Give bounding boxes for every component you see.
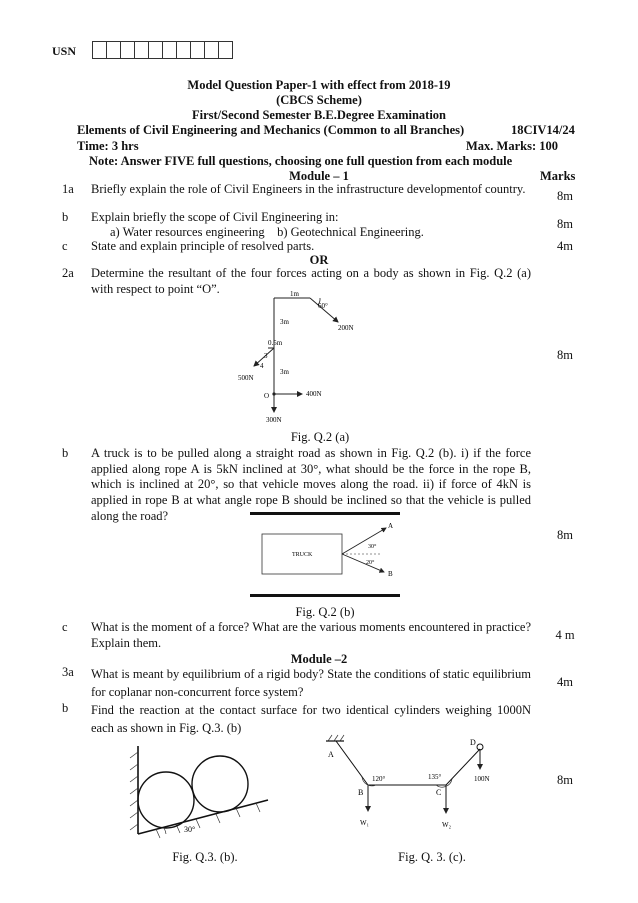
- weight-label: W₂: [442, 821, 452, 829]
- instructions-note: Note: Answer FIVE full questions, choosing one full question from each module: [89, 154, 513, 168]
- fig-label: 400N: [306, 390, 322, 398]
- question-number: b: [62, 210, 69, 224]
- usn-label: USN: [52, 44, 77, 58]
- exam-time: Time: 3 hrs: [77, 139, 139, 153]
- fig-label: 3: [264, 352, 268, 360]
- figure-q2b: [250, 512, 400, 598]
- question-marks: 4 m: [555, 628, 575, 642]
- module-1-title: Module – 1: [289, 169, 349, 183]
- question-text: Explain briefly the scope of Civil Engineering in:: [91, 210, 339, 224]
- question-text: A truck is to be pulled along a straight road as shown in Fig. Q.2 (b). i) if the force applied along rope A is 5kN inclined at 30°, what should be the force in the rope B, which is inclined at 20°, so that vehicle moves along the road. ii) if force of 4kN is applied in rope B at what angle rope B should be inclined so that the vehicle is pulled along the road?: [91, 446, 531, 523]
- figure-caption: Fig. Q. 3. (c).: [398, 850, 466, 864]
- question-text: What is the moment of a force? What are the various moments encountered in practice? Explain them.: [91, 620, 531, 650]
- point-label: C: [436, 788, 442, 797]
- scheme: (CBCS Scheme): [276, 93, 362, 107]
- angle-label: 20°: [366, 560, 375, 566]
- fig-label: 300N: [266, 416, 282, 424]
- question-marks: 8m: [557, 773, 573, 787]
- question-number: b: [62, 701, 69, 715]
- question-marks: 4m: [557, 675, 573, 689]
- usn-digit-box[interactable]: [191, 42, 205, 58]
- question-number: b: [62, 446, 69, 460]
- point-label: A: [328, 750, 334, 759]
- question-number: 3a: [62, 665, 74, 679]
- usn-boxes: [92, 41, 233, 59]
- figure-q3c: [320, 733, 500, 833]
- force-label: 100N: [474, 775, 490, 783]
- weight-label: W₁: [360, 819, 370, 827]
- rope-b-label: B: [388, 570, 393, 578]
- question-text: What is meant by equilibrium of a rigid body? State the conditions of static equilibrium for coplanar non-concurrent force system?: [91, 667, 531, 700]
- fig-label: 1m: [290, 290, 299, 298]
- question-text: State and explain principle of resolved parts.: [91, 239, 315, 253]
- fig-label: 200N: [338, 324, 354, 332]
- question-marks: 8m: [557, 189, 573, 203]
- question-marks: 8m: [557, 528, 573, 542]
- point-label: B: [358, 788, 364, 797]
- subject-name: Elements of Civil Engineering and Mechanics (Common to all Branches): [77, 123, 465, 137]
- usn-digit-box[interactable]: [107, 42, 121, 58]
- usn-digit-box[interactable]: [121, 42, 135, 58]
- exam-name: First/Second Semester B.E.Degree Examination: [191, 108, 447, 122]
- question-subparts: a) Water resources engineering b) Geotechnical Engineering.: [110, 225, 424, 239]
- usn-digit-box[interactable]: [219, 42, 232, 58]
- figure-caption: Fig. Q.2 (b): [295, 605, 355, 619]
- usn-digit-box[interactable]: [135, 42, 149, 58]
- truck-label: TRUCK: [292, 552, 313, 558]
- angle-label: 120°: [372, 775, 386, 783]
- usn-digit-box[interactable]: [149, 42, 163, 58]
- figure-q3b: [126, 740, 276, 840]
- figure-caption: Fig. Q.3. (b).: [172, 850, 238, 864]
- question-marks: 8m: [557, 348, 573, 362]
- usn-digit-box[interactable]: [93, 42, 107, 58]
- question-number: c: [62, 620, 68, 634]
- fig-label: 3m: [280, 318, 289, 326]
- question-marks: 8m: [557, 217, 573, 231]
- angle-label: 30°: [184, 825, 196, 834]
- fig-label: 0.5m: [268, 339, 283, 347]
- module-2-title: Module –2: [290, 652, 348, 666]
- fig-label: 500N: [238, 374, 254, 382]
- question-text: Determine the resultant of the four forces acting on a body as shown in Fig. Q.2 (a) with respect to point “O”.: [91, 266, 531, 296]
- question-marks: 4m: [557, 239, 573, 253]
- fig-label: O: [264, 392, 270, 400]
- question-text: Find the reaction at the contact surface for two identical cylinders weighing 1000N each as shown in Fig. Q.3. (b): [91, 703, 531, 736]
- usn-digit-box[interactable]: [177, 42, 191, 58]
- question-number: c: [62, 239, 68, 253]
- angle-label: 135°: [428, 773, 442, 781]
- question-text: Briefly explain the role of Civil Engineers in the infrastructure developmentof country.: [91, 182, 526, 196]
- paper-title: Model Question Paper-1 with effect from 2018-19: [187, 78, 451, 92]
- or-divider: OR: [309, 253, 329, 267]
- usn-digit-box[interactable]: [205, 42, 219, 58]
- fig-label: 4: [260, 362, 264, 370]
- max-marks: Max. Marks: 100: [466, 139, 558, 153]
- figure-q2a: [230, 290, 390, 430]
- usn-digit-box[interactable]: [163, 42, 177, 58]
- fig-label: 60°: [318, 302, 328, 310]
- point-label: D: [470, 738, 476, 747]
- marks-heading: Marks: [540, 169, 576, 183]
- fig-label: 3m: [280, 368, 289, 376]
- question-number: 1a: [62, 182, 74, 196]
- question-number: 2a: [62, 266, 74, 280]
- angle-label: 30°: [368, 544, 377, 550]
- rope-a-label: A: [388, 522, 394, 530]
- subject-code: 18CIV14/24: [511, 123, 575, 137]
- figure-caption: Fig. Q.2 (a): [290, 430, 350, 444]
